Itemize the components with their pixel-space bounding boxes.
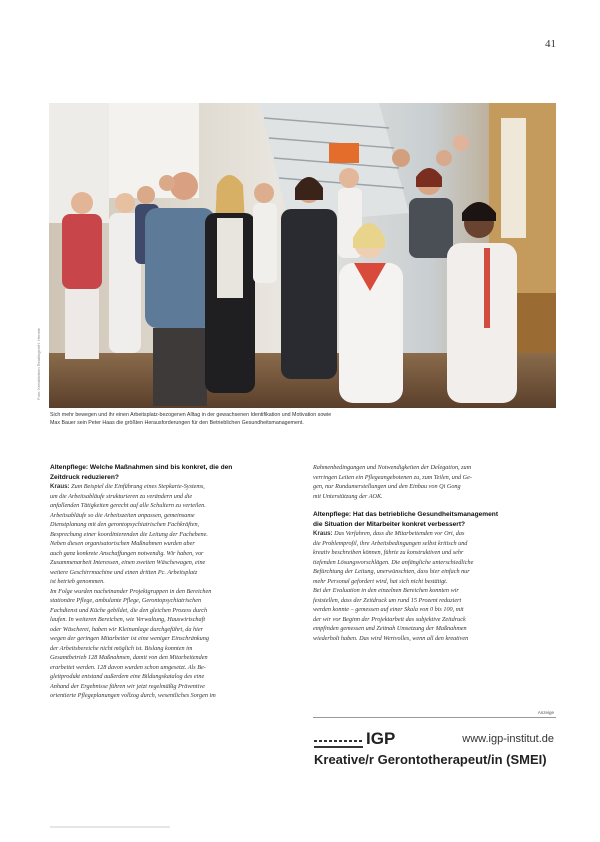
answer-text: Das Verfahren, dass die Mitarbeitenden vor Ort, das: [334, 530, 465, 537]
answer-line: [50, 482, 293, 492]
interview-question: Zeitdruck reduzieren?: [50, 473, 119, 481]
answer-line: der Arbeitsbereiche nicht möglich ist. Bislang konnten im: [50, 644, 193, 652]
answer-line: Im Folge wurden nacheinander Projektgruppen in den Bereichen: [50, 587, 212, 595]
interview-question: Altenpflege: Welche Maßnahmen sind bis konkret, die den: [50, 464, 233, 471]
ad-divider: [313, 717, 556, 718]
ad-title: Kreative/r Gerontotherapeut/in (SMEI): [314, 752, 547, 767]
interview-question: Altenpflege: Hat das betriebliche Gesundheitsmanagement: [313, 511, 499, 518]
answer-paragraph-continued: [313, 463, 556, 501]
answer-line: der wir vor Beginn der Projektarbeit das subjektive Zeitdruck: [313, 615, 466, 623]
answer-line: Dienstplanung mit den gerontopsychiatrischen Fachkräften,: [50, 521, 200, 528]
answer-line: laufen. In weiteren Bereichen, wie Verwaltung, Hauswirtschaft: [50, 616, 206, 623]
answer-line: oder Wäscherei, haben wir Kleinanlage durchgeführt, da hier: [50, 625, 204, 633]
answer-text: Zum Beispiel die Einführung eines Stepkarte-Systems,: [71, 483, 205, 490]
logo-mark-icon: [314, 730, 363, 748]
answer-line: erarbeitet werden. 128 davon wurden schon umgesetzt. Als Be-: [50, 663, 206, 671]
answer-line: stationäre Pflege, ambulante Pflege, Gerontopsychiatrischen: [50, 597, 202, 604]
answer-line: Anhand der Ergebnisse führen wir jetzt regelmäßig Präventive: [50, 682, 205, 690]
answer-line: Gesamtbetrieb 128 Maßnahmen, damit von den Mitarbeitenden: [50, 654, 208, 661]
answer-line: Zusammenarbeit Interessen, einen zweiten Wäschewagen, eine: [50, 559, 206, 566]
answer-line: wiederholt haben. Das wird Wertvolles, wenn all den kreativen: [313, 634, 469, 642]
caption-line: Sich mehr bewegen und ihr einen Arbeitsplatz-bezogenen Alltag in der gewachsenen Identifikation und Motivation sowie: [50, 412, 332, 418]
page-number: 41: [545, 38, 556, 50]
photo-credit: Foto: Kreiskliniken Reutlingen/H. Hermle: [36, 327, 41, 400]
answer-line: kreativ beschreiben können, führte zu konstruktiven und sehr: [313, 549, 464, 556]
answer-line: mit Unterstützung der AOK.: [313, 492, 383, 500]
answer-line: ist betrieb genommen.: [50, 578, 105, 585]
answer-line: Neben diesen organisatorischen Maßnahmen wurden aber: [50, 540, 195, 547]
answer-line: werden konnte – gemessen auf einer Skala von 0 bis 100, mit: [313, 606, 464, 613]
answer-line: Befürchtung der Leitung, unerwünschten, dass hier einfach nur: [313, 568, 470, 575]
answer-line: Arbeitsabläufe so die Arbeitszeiten anpassen, gemeinsame: [50, 511, 195, 519]
answer-paragraph: [313, 539, 556, 644]
answer-line: orientierte Pflegeplanungen vollzog durch, wesentliches Sorgen im: [50, 692, 216, 699]
igp-logo: [314, 728, 395, 748]
answer-line: auch ganz konkrete Anschaffungen notwendig. Wir haben, vor: [50, 549, 204, 557]
answer-line: tiefenden Lösungsvorschlägen. Die anfängliche unterschiedliche: [313, 558, 474, 566]
footer-rule: [50, 826, 170, 828]
answer-line: Fachdienst und Küche gebildet, die den gleichen Prozess durch: [50, 606, 208, 614]
answer-paragraph: [50, 492, 293, 701]
answer-line: feststellen, dass der Zeitdruck um rund 15 Prozent reduziert: [313, 596, 462, 604]
ad-label: Anzeige: [537, 710, 554, 715]
left-column: [50, 463, 293, 701]
answer-line: mehr Personal gefordert wird, hat sich nicht bestätigt.: [313, 577, 448, 585]
answer-line: Besprechung einer koordinierenden die Leitung der Fachebene.: [50, 530, 208, 538]
answer-line: gen, nur Rundumerstellungen und den Einbau von Qi Gong: [313, 483, 461, 490]
right-column: [313, 463, 556, 643]
answer-line: empfinden gemessen und Zeitnah Umsetzung der Maßnahmen: [313, 625, 467, 632]
answer-line: Rahmenbedingungen und Notwendigkeiten der Delegation, zum: [313, 464, 472, 471]
answer-line: die Problemprofil, ihre Arbeitsbedingungen selbst kritisch und: [313, 539, 468, 547]
speaker-name: Kraus:: [313, 530, 333, 537]
logo-text: IGP: [366, 729, 396, 748]
answer-line: [313, 529, 556, 539]
answer-line: Bei der Evaluation in den einzelnen Bereichen konnten wir: [313, 587, 459, 594]
answer-line: um die Arbeitsabläufe strukturieren zu verändern und die: [50, 492, 193, 500]
answer-line: verringen Leiten ein Pflegeangebotenen zu, zum Teilen, und Ge-: [313, 473, 472, 481]
speaker-name: Kraus:: [50, 483, 70, 490]
answer-line: wegen der geringen Mitarbeiter ist eine weniger Einschränkung: [50, 635, 209, 642]
photo-caption: [50, 411, 550, 427]
answer-line: anfallenden Tätigkeiten gerecht auf alle Schultern zu verteilen.: [50, 502, 206, 509]
interview-question: die Situation der Mitarbeiter konkret verbessert?: [313, 520, 466, 528]
group-photo: [49, 103, 556, 408]
caption-line: Max Bauer sein Peter Haas die größten Herausforderungen für den Betrieblichen Gesundheitsmanagement.: [50, 420, 304, 426]
answer-line: gleitprodukt entstand außerdem eine Bildungskatalog des eine: [50, 673, 205, 680]
ad-url-link[interactable]: www.igp-institut.de: [462, 733, 554, 745]
answer-line: weitere Geschirrmachine und einen dritten Pc. Arbeitsplatz: [50, 568, 198, 576]
